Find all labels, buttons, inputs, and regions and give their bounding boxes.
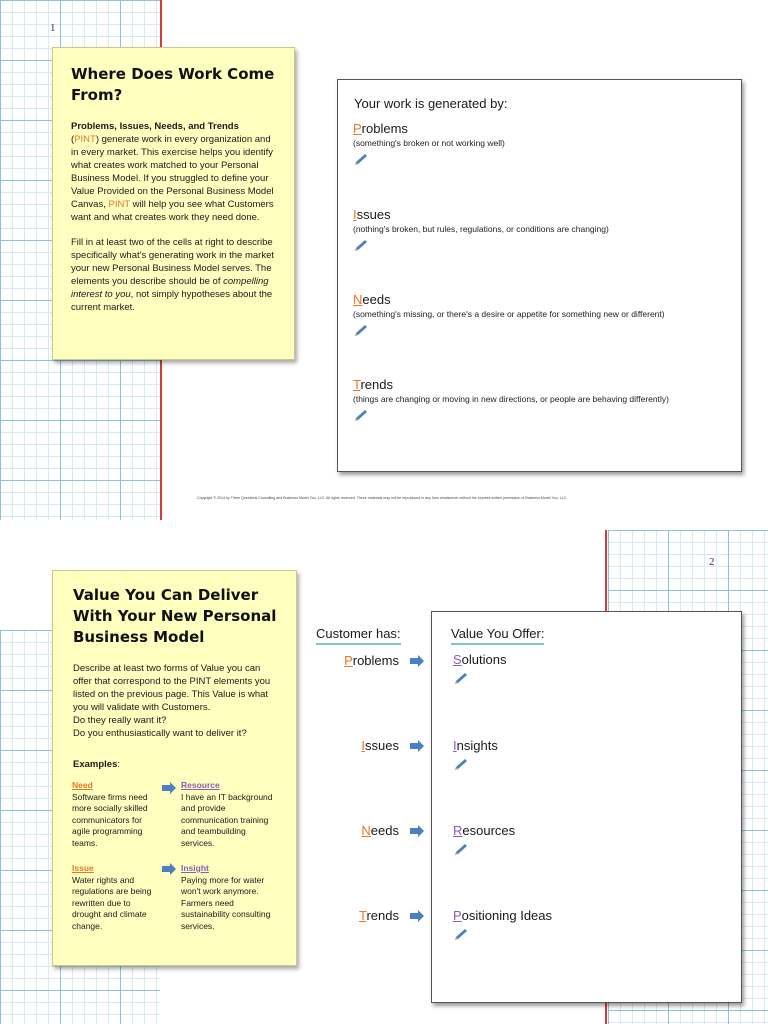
pint-heading: Problems, Issues, Needs, and Trends xyxy=(71,121,239,132)
card-heading: Your work is generated by: xyxy=(354,96,508,111)
value-solutions xyxy=(453,652,506,686)
category-description: (things are changing or moving in new directions, or people are behaving differently) xyxy=(353,394,669,404)
value-offer-heading: Value You Offer: xyxy=(451,626,544,645)
value-initial: S xyxy=(453,652,462,667)
example-text: Water rights and regulations are being rewritten due to drought and climate change. xyxy=(72,874,152,931)
text-run: Fill in at least two of the cells at right to describe specifically what's generating work in the market your new Personal Business Model serves. The elements you describe should be of xyxy=(71,237,274,287)
note-title: Value You Can Deliver With Your New Personal Business Model xyxy=(73,586,277,646)
category-rest: roblems xyxy=(361,121,408,136)
category-word xyxy=(353,121,505,137)
category-description: (something's missing, or there's a desire or appetite for something new or different) xyxy=(353,309,665,319)
examples-heading xyxy=(73,758,280,771)
pencil-icon[interactable] xyxy=(353,153,369,167)
category-initial: T xyxy=(353,377,361,392)
text-run: ( xyxy=(71,134,75,145)
example-text: Paying more for water won't work anymore. Farmers need sustainability consulting services. xyxy=(181,874,271,931)
value-positioning-ideas xyxy=(453,908,552,942)
right-arrow-icon xyxy=(410,655,424,667)
category-initial: P xyxy=(353,121,362,136)
customer-problems xyxy=(319,653,399,668)
category-rest: eeds xyxy=(362,292,391,307)
row-rest: ssues xyxy=(365,738,399,753)
value-rest: esources xyxy=(462,823,516,838)
worksheet-page-2 xyxy=(0,530,768,1024)
note-title: Where Does Work Come From? xyxy=(71,65,275,104)
example-text: I have an IT background and provide communication training and teambuilding services. xyxy=(181,791,273,848)
value-initial: P xyxy=(453,908,462,923)
example-insight xyxy=(181,863,281,932)
example-need xyxy=(72,780,156,849)
value-word xyxy=(453,908,552,924)
pint-trends xyxy=(353,377,669,423)
pencil-icon[interactable] xyxy=(453,928,469,942)
pint-highlight: PINT xyxy=(108,199,130,210)
text-run: , not simply hypotheses about the current market. xyxy=(71,289,273,313)
example-label: Insight xyxy=(181,863,209,873)
value-initial: I xyxy=(453,738,457,753)
category-word xyxy=(353,207,609,223)
note-question: Do they really want it? xyxy=(73,715,167,726)
pencil-icon[interactable] xyxy=(353,239,369,253)
note-question: Do you enthusiastically want to deliver it? xyxy=(73,728,247,739)
row-initial: T xyxy=(359,908,367,923)
example-issue xyxy=(72,863,156,932)
pencil-icon[interactable] xyxy=(353,324,369,338)
instructions-note xyxy=(52,47,295,360)
copyright-notice: Copyright © 2014 by Three Questions Consulting and Business Model You, LLC. All rights reserved. These materials may not be reproduced in any form whatsoever without the express written permission of Business Model You, LLC. xyxy=(197,496,568,500)
example-label: Resource xyxy=(181,780,220,790)
page-number: 1 xyxy=(50,22,56,34)
value-resources xyxy=(453,823,515,857)
customer-trends xyxy=(319,908,399,923)
pencil-icon[interactable] xyxy=(453,672,469,686)
examples-label: Examples xyxy=(73,759,118,770)
category-initial: N xyxy=(353,292,363,307)
category-rest: rends xyxy=(360,377,393,392)
note-body: Describe at least two forms of Value you can offer that correspond to the PINT elements you listed on the previous page. This Value is what you will validate with Customers. xyxy=(73,663,271,713)
category-word xyxy=(353,377,669,393)
page-number: 2 xyxy=(709,556,715,568)
customer-has-heading: Customer has: xyxy=(316,626,401,645)
pint-problems xyxy=(353,121,505,167)
value-initial: R xyxy=(453,823,463,838)
customer-needs xyxy=(319,823,399,838)
note-paragraph-2 xyxy=(71,236,276,314)
value-rest: nsights xyxy=(456,738,498,753)
text-run: will help you see what Customers want and what creates work they need done. xyxy=(71,199,274,223)
value-insights xyxy=(453,738,498,772)
row-rest: eeds xyxy=(370,823,399,838)
category-description: (nothing's broken, but rules, regulations, or conditions are changing) xyxy=(353,224,609,234)
row-initial: N xyxy=(361,823,371,838)
text-run: ) generate work in every organization and in every market. This exercise helps you identify what creates work matched to your Personal Business Model. If you struggled to define your Value Provided on the Personal Business Model Canvas, xyxy=(71,134,274,210)
pencil-icon[interactable] xyxy=(453,843,469,857)
value-word xyxy=(453,652,506,668)
right-arrow-icon xyxy=(162,863,176,875)
value-word xyxy=(453,738,498,754)
row-initial: I xyxy=(361,738,366,753)
category-description: (something's broken or not working well) xyxy=(353,138,505,148)
category-word xyxy=(353,292,665,308)
row-rest: roblems xyxy=(352,653,399,668)
emphasis-text: compelling interest to you xyxy=(71,276,269,300)
pint-needs xyxy=(353,292,665,338)
row-rest: rends xyxy=(366,908,399,923)
category-initial: I xyxy=(353,207,357,222)
row-initial: P xyxy=(344,653,353,668)
right-arrow-icon xyxy=(410,740,424,752)
example-resource xyxy=(181,780,281,849)
right-arrow-icon xyxy=(410,825,424,837)
customer-issues xyxy=(319,738,399,753)
value-rest: olutions xyxy=(461,652,507,667)
example-label: Need xyxy=(72,780,93,790)
example-text: Software firms need more socially skilled communicators for agile programming teams. xyxy=(72,791,148,848)
category-rest: ssues xyxy=(356,207,391,222)
examples-colon: : xyxy=(117,759,121,770)
pint-issues xyxy=(353,207,609,253)
pencil-icon[interactable] xyxy=(453,758,469,772)
pint-highlight: PINT xyxy=(74,134,96,145)
note-paragraph-1 xyxy=(71,120,276,224)
right-arrow-icon xyxy=(162,782,176,794)
example-label: Issue xyxy=(72,863,94,873)
right-arrow-icon xyxy=(410,910,424,922)
value-word xyxy=(453,823,515,839)
value-rest: ositioning Ideas xyxy=(461,908,553,923)
pencil-icon[interactable] xyxy=(353,409,369,423)
